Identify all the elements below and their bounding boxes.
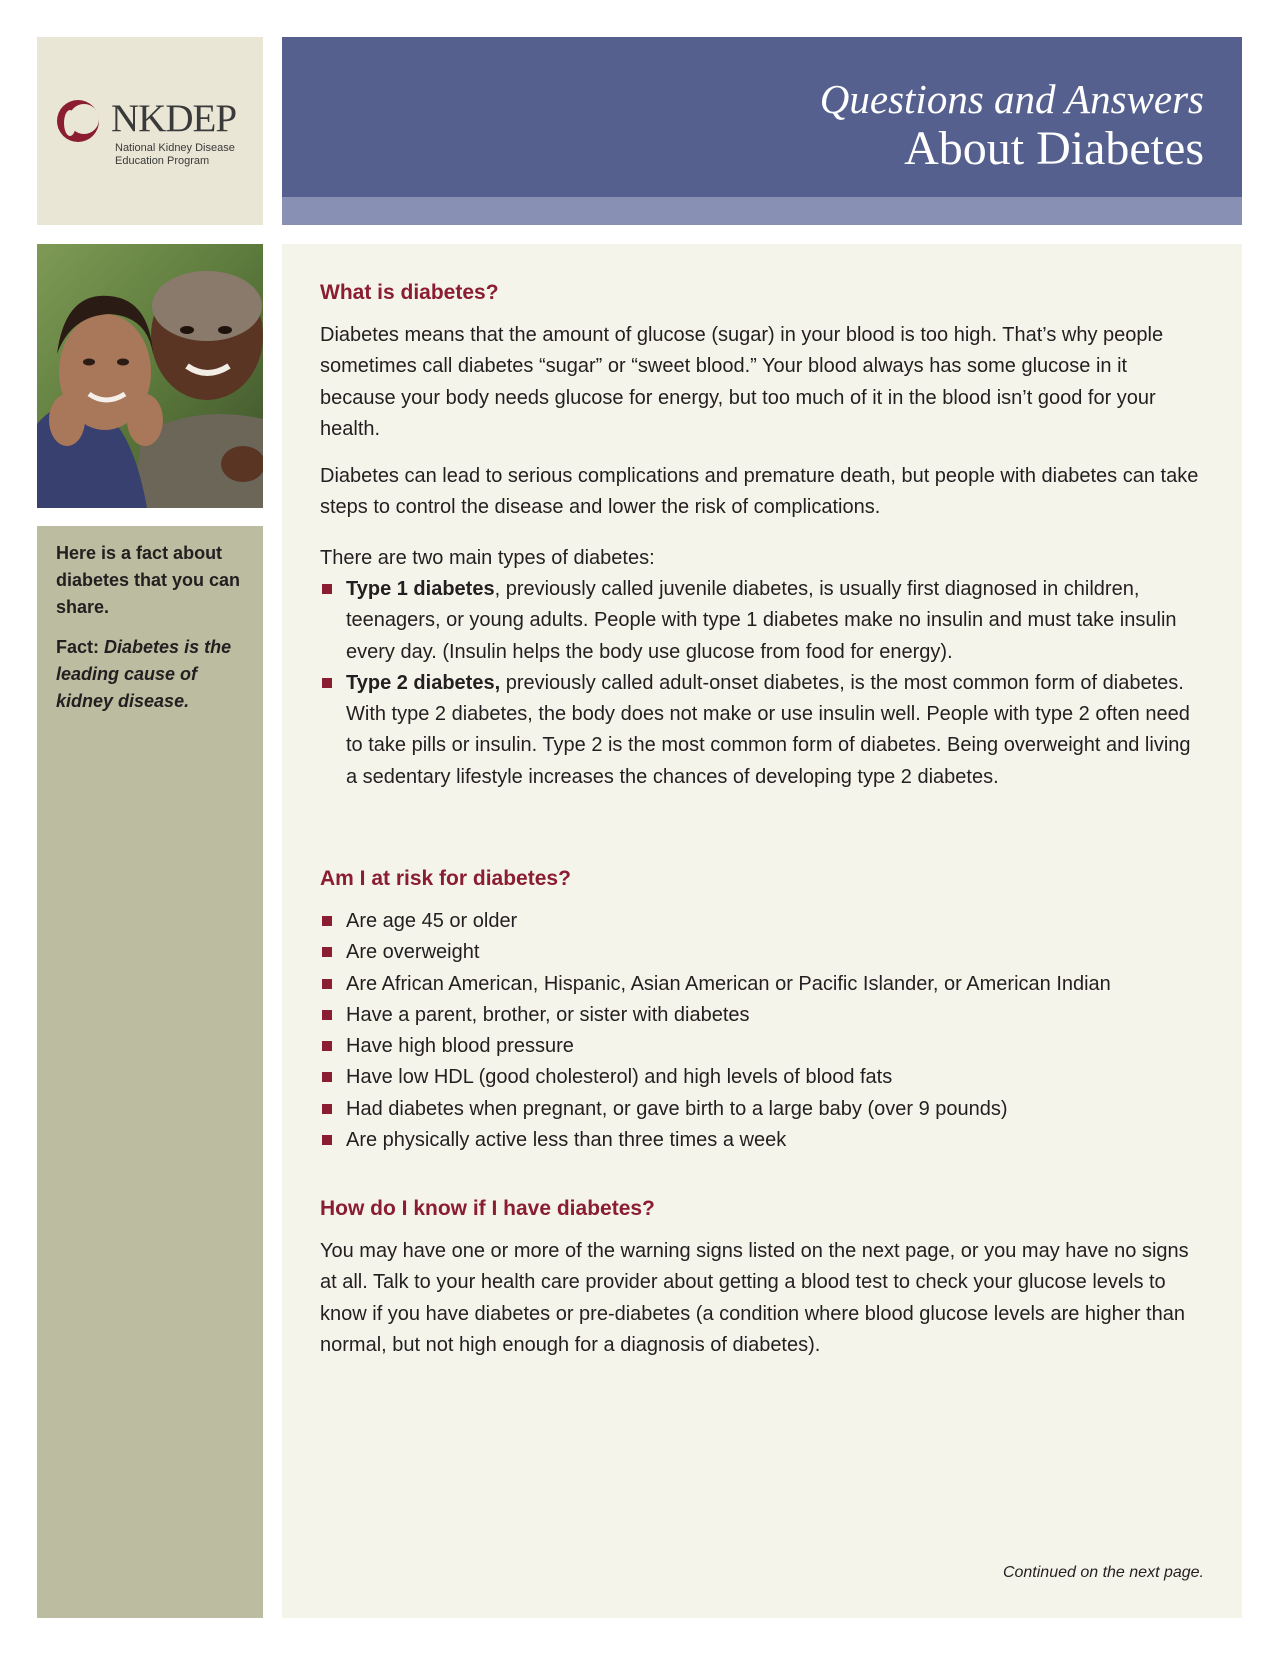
bullet-square-icon <box>322 678 332 688</box>
logo-subtitle-line-2: Education Program <box>115 155 210 167</box>
logo-name: NKDEP <box>111 97 237 140</box>
list-item <box>320 937 1206 968</box>
list-item-type-2 <box>320 668 1206 793</box>
main-content <box>282 244 1242 1618</box>
type-1-term: Type 1 diabetes <box>346 578 495 600</box>
risk-item-text: Are African American, Hispanic, Asian American or Pacific Islander, or American Indian <box>346 972 1111 995</box>
what-paragraph-1: Diabetes means that the amount of glucose (sugar) in your blood is too high. That’s why people sometimes call diabetes “sugar” or “sweet blood.” Your blood always has some glucose in it because your body needs glucose for energy, but too much of it in the blood isn’t good for your health. <box>320 324 1164 440</box>
list-item <box>320 1031 1206 1062</box>
risk-item-text: Have a parent, brother, or sister with diabetes <box>346 1003 750 1026</box>
family-photo-image <box>37 244 263 508</box>
heading-how-do-i-know: How do I know if I have diabetes? <box>320 1197 655 1220</box>
heading-risk: Am I at risk for diabetes? <box>320 867 571 890</box>
fact-label: Fact: <box>56 637 100 657</box>
list-item <box>320 969 1206 1000</box>
list-item <box>320 1125 1206 1156</box>
family-photo <box>37 244 263 508</box>
bullet-square-icon <box>322 979 332 989</box>
risk-item-text: Are overweight <box>346 941 480 964</box>
bullet-square-icon <box>322 1072 332 1082</box>
risk-factors-list <box>320 906 1206 1156</box>
continued-note: Continued on the next page. <box>1002 1564 1204 1581</box>
list-item <box>320 906 1206 937</box>
logo-subtitle-line-1: National Kidney Disease <box>115 142 235 154</box>
sidebar-fact <box>56 634 246 715</box>
list-item-type-1 <box>320 574 1206 668</box>
risk-item-text: Have low HDL (good cholesterol) and high levels of blood fats <box>346 1066 893 1089</box>
risk-item-text: Have high blood pressure <box>346 1035 574 1058</box>
fact-sidebar <box>37 526 263 1618</box>
bullet-square-icon <box>322 1104 332 1114</box>
page-title: About Diabetes <box>904 122 1204 175</box>
type-2-text: previously called adult-onset diabetes, is the most common form of diabetes. With type 2 diabetes, the body does not make or use insulin well. People with type 2 often need to take pills or insulin. Type 2 is the most common form of diabetes. Being overweight and living a sedentary lifestyle increases the chances of developing type 2 diabetes. <box>346 671 1191 788</box>
bullet-square-icon <box>322 947 332 957</box>
header-band <box>282 37 1242 197</box>
risk-item-text: Had diabetes when pregnant, or gave birth to a large baby (over 9 pounds) <box>346 1097 1008 1120</box>
list-item <box>320 1000 1206 1031</box>
know-paragraph: You may have one or more of the warning signs listed on the next page, or you may have no signs at all. Talk to your health care provider about getting a blood test to check your glucose levels to know if you have diabetes or pre-diabetes (a condition where blood glucose levels are higher than normal, but not high enough for a diagnosis of diabetes). <box>320 1240 1189 1356</box>
logo-subtitle <box>115 142 255 168</box>
bullet-square-icon <box>322 1135 332 1145</box>
logo-panel <box>37 37 263 225</box>
header-subtitle: Questions and Answers <box>819 76 1204 122</box>
sidebar-intro: Here is a fact about diabetes that you can share. <box>56 543 241 617</box>
types-intro: There are two main types of diabetes: <box>320 547 655 569</box>
type-1-text: , previously called juvenile diabetes, is usually first diagnosed in children, teenagers, or young adults. People with type 1 diabetes make no insulin and must take insulin every day. (Insulin helps the body use glucose from food for energy). <box>346 578 1177 663</box>
heading-what-is-diabetes: What is diabetes? <box>320 281 499 304</box>
type-2-term: Type 2 diabetes, <box>346 671 501 694</box>
fact-text: Diabetes is the leading cause of kidney disease. <box>56 637 232 711</box>
nkdep-logo-icon <box>54 97 102 145</box>
bullet-square-icon <box>322 584 332 594</box>
risk-item-text: Are physically active less than three times a week <box>346 1129 787 1152</box>
diabetes-types-list <box>320 574 1206 793</box>
bullet-square-icon <box>322 1010 332 1020</box>
risk-item-text: Are age 45 or older <box>346 910 518 932</box>
list-item <box>320 1062 1206 1093</box>
header-strip <box>282 197 1242 225</box>
list-item <box>320 1094 1206 1125</box>
bullet-square-icon <box>322 916 332 926</box>
bullet-square-icon <box>322 1041 332 1051</box>
what-paragraph-2: Diabetes can lead to serious complications and premature death, but people with diabetes can take steps to control the disease and lower the risk of complications. <box>320 465 1199 519</box>
